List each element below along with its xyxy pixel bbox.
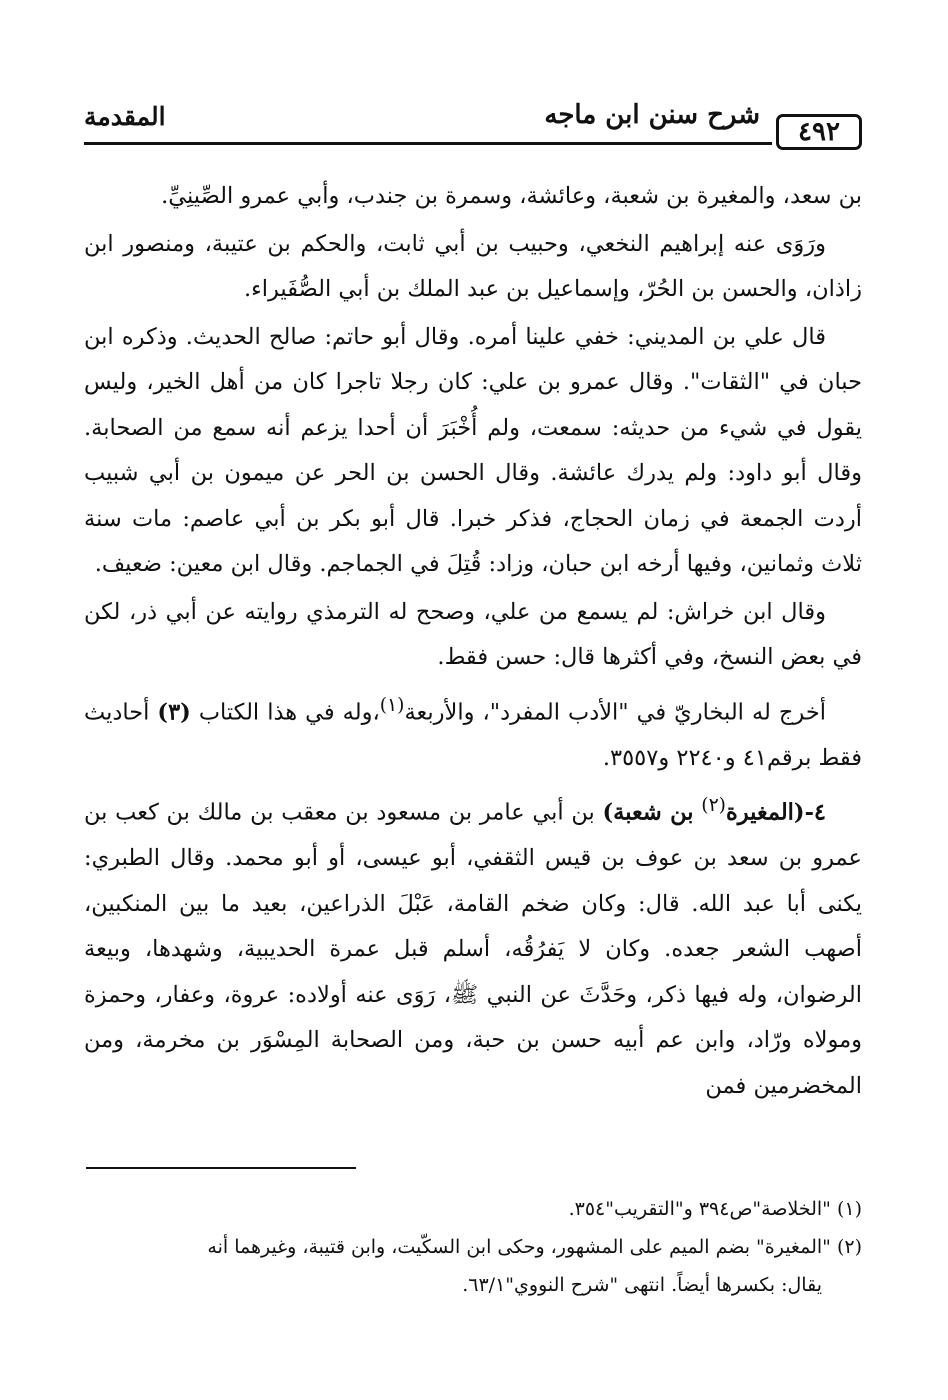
hadith-count: (٣) [157,699,191,725]
paragraph: بن سعد، والمغيرة بن شعبة، وعائشة، وسمرة بن جندب، وأبي عمرو الصِّينِيِّ. [161,183,862,209]
footnote [84,1190,862,1228]
entry-heading: (المغيرة [725,799,805,826]
footnote-text: "المغيرة" بضم الميم على المشهور، وحكى ابن السكّيت، وابن قتيبة، وغيرهما أنه [207,1236,831,1258]
footnote-separator [86,1167,356,1169]
paragraph: ورَوَى عنه إبراهيم النخعي، وحبيب بن أبي ثابت، والحكم بن عتيبة، ومنصور ابن زاذان، والحسن بن الحُرّ، وإسماعيل بن عبد الملك بن أبي الصُّفَيراء. [84,230,862,302]
footnotes [84,1190,862,1304]
book-title: شرح سنن ابن ماجه [544,100,760,130]
entry-text: بن أبي عامر بن مسعود بن معقب بن مالك بن كعب بن عمرو بن سعد بن عوف بن قيس الثقفي، أبو عيسى، أو أبو محمد. وقال الطبري: يكنى أبا عبد الله. قال: وكان ضخم القامة، عَبْلَ الذراعين، بعيد ما بين المنكبين، أصهب الشعر جعده. وكان لا يَفرُقُه، أسلم قبل عمرة الحديبية، وشهدها، وبيعة الرضوان، وله فيها ذكر، وحَدَّثَ عن النبي ﷺ، رَوَى عنه أولاده: عروة، وعفار، وحمزة ومولاه ورّاد، وابن عم أبيه حسن بن حبة، ومن الصحابة المِسْوَر بن مخرمة، ومن المخضرمين فمن [84,799,862,1099]
takhrij-text: ،وله في هذا الكتاب [198,699,380,725]
main-text [84,174,862,1111]
entry-number: ٤- [804,799,827,826]
paragraph: وقال ابن خراش: لم يسمع من علي، وصحح له الترمذي روايته عن أبي ذر، لكن في بعض النسخ، وفي أكثرها قال: حسن فقط. [84,598,862,670]
running-header [84,100,862,150]
entry-heading-end: بن شعبة) [602,799,694,826]
entry-paragraph [84,783,862,1109]
footnote-number: (١) [836,1198,862,1220]
takhrij-text: أخرج له البخاريّ في "الأدب المفرد"، والأربعة [404,699,826,725]
footnote-text: "الخلاصة"ص٣٩٤ و"التقريب"٣٥٤. [568,1198,831,1220]
footnote-continuation: يقال: بكسرها أيضاً. انتهى "شرح النووي"٦٣/١. [462,1274,822,1296]
page-number: ٤٩٢ [776,114,862,150]
footnote-ref: (٢) [701,795,726,816]
takhrij-paragraph [84,683,862,782]
paragraph: قال علي بن المديني: خفي علينا أمره. وقال أبو حاتم: صالح الحديث. وذكره ابن حبان في "الثقات". وقال عمرو بن علي: كان رجلا تاجرا كان من أهل الخير، وليس يقول في شيء من حديثه: سمعت، ولم أُخْبَرَ أن أحدا يزعم أنه سمع من الصحابة. وقال أبو داود: ولم يدرك عائشة. وقال الحسن بن الحر عن ميمون بن أبي شبيب أردت الجمعة في زمان الحجاج، فذكر خبرا. قال أبو بكر بن أبي عاصم: مات سنة ثلاث وثمانين، وفيها أرخه ابن حبان، وزاد: قُتِلَ في الجماجم. وقال ابن معين: ضعيف. [84,323,862,577]
footnote-number: (٢) [836,1236,862,1258]
footnote-ref: (١) [379,694,405,716]
takhrij-text: أحاديث فقط برقم٤١ و٢٢٤٠ و٣٥٥٧. [84,699,862,771]
section-title: المقدمة [84,102,166,131]
footnote [84,1228,862,1266]
header-rule [84,142,772,145]
